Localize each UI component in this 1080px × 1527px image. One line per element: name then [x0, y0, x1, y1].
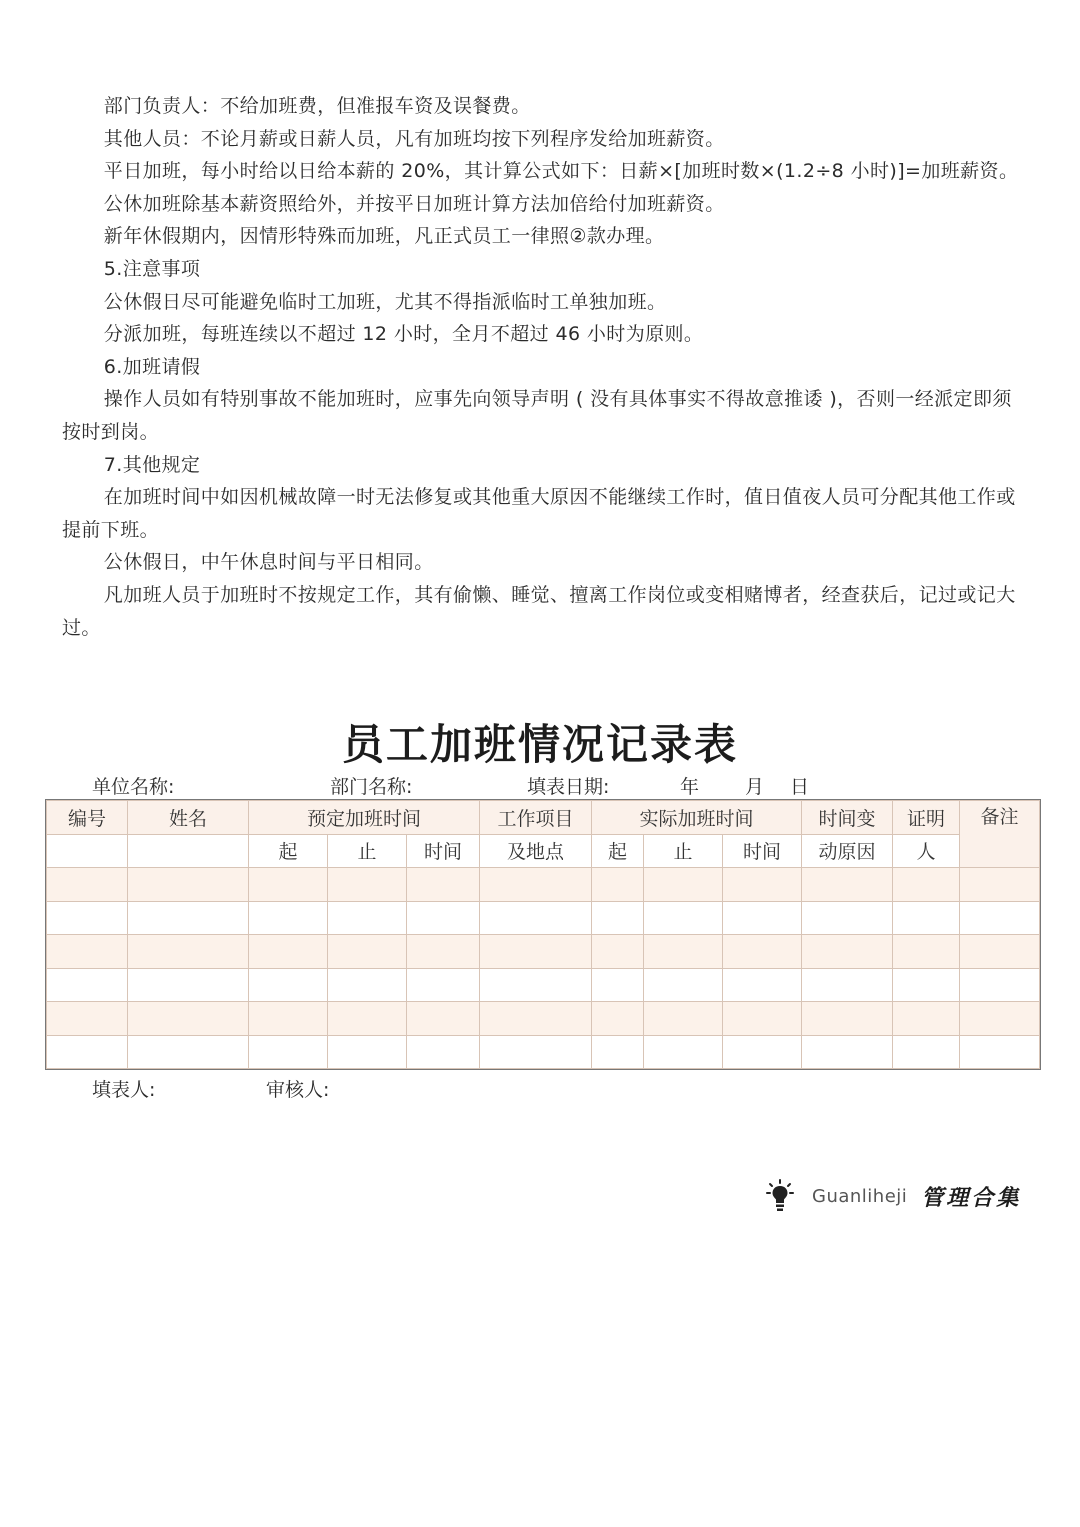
- paragraph: 公休假日，中午休息时间与平日相同。: [103, 551, 434, 574]
- date-label: 填表日期:: [527, 776, 610, 798]
- unit-label: 单位名称:: [92, 776, 175, 798]
- header-name-blank: [128, 834, 249, 868]
- table-row: [47, 901, 1040, 935]
- paragraph: 分派加班，每班连续以不超过 12 小时，全月不超过 46 小时为原则。: [103, 323, 704, 346]
- brand-cn: 管理合集: [921, 1184, 1022, 1211]
- form-title: 员工加班情况记录表: [341, 720, 738, 769]
- header-project-2: 及地点: [480, 834, 592, 868]
- header-actual-duration: 时间: [723, 834, 802, 868]
- table-row: [47, 1035, 1040, 1069]
- header-actual-start: 起: [592, 834, 644, 868]
- section-heading: 5.注意事项: [103, 257, 201, 280]
- paragraph: 在加班时间中如因机械故障一时无法修复或其他重大原因不能继续工作时，值日值夜人员可分配其他工作或提前下班。: [62, 486, 1016, 541]
- day-label: 日: [790, 776, 810, 798]
- header-witness: 证明: [893, 801, 960, 835]
- table-row: [47, 868, 1040, 902]
- filler-label: 填表人:: [92, 1079, 156, 1101]
- header-name: 姓名: [128, 801, 249, 835]
- section-heading: 7.其他规定: [103, 453, 201, 476]
- year-label: 年: [680, 776, 700, 798]
- table-row: [47, 968, 1040, 1002]
- dept-label: 部门名称:: [330, 776, 413, 798]
- header-planned-duration: 时间: [407, 834, 480, 868]
- header-remark: 备注: [960, 801, 1040, 868]
- header-actual-end: 止: [644, 834, 723, 868]
- paragraph: 部门负责人：不给加班费，但准报车资及误餐费。: [103, 95, 531, 117]
- brand-logo: [766, 1178, 1021, 1214]
- header-reason-2: 动原因: [802, 834, 893, 868]
- header-actual-time: 实际加班时间: [592, 801, 802, 835]
- header-planned-end: 止: [328, 834, 407, 868]
- reviewer-label: 审核人:: [266, 1079, 330, 1101]
- header-witness-2: 人: [893, 834, 960, 868]
- overtime-record-table: [46, 800, 1040, 1069]
- table-row: [47, 1002, 1040, 1036]
- header-no: 编号: [47, 801, 128, 835]
- month-label: 月: [745, 776, 765, 798]
- table-row: [47, 935, 1040, 969]
- paragraph: 公休假日尽可能避免临时工加班，尤其不得指派临时工单独加班。: [103, 290, 667, 313]
- brand-en: Guanliheji: [812, 1185, 908, 1207]
- paragraph: 其他人员：不论月薪或日薪人员，凡有加班均按下列程序发给加班薪资。: [103, 127, 725, 150]
- header-project: 工作项目: [480, 801, 592, 835]
- paragraph: 平日加班，每小时给以日给本薪的 20%，其计算公式如下：日薪×[加班时数×(1.2÷8 小时)]=加班薪资。: [103, 160, 1019, 183]
- paragraph: 新年休假期内，因情形特殊而加班，凡正式员工一律照②款办理。: [103, 225, 665, 248]
- section-heading: 6.加班请假: [103, 355, 201, 378]
- paragraph: 凡加班人员于加班时不按规定工作，其有偷懒、睡觉、擅离工作岗位或变相赌博者，经查获后，记过或记大过。: [62, 583, 1016, 639]
- paragraph: 操作人员如有特别事故不能加班时，应事先向领导声明 ( 没有具体事实不得故意推诿 )，否则一经派定即须按时到岗。: [62, 388, 1012, 443]
- paragraph: 公休加班除基本薪资照给外，并按平日加班计算方法加倍给付加班薪资。: [103, 192, 725, 215]
- header-no-blank: [47, 834, 128, 868]
- header-planned-time: 预定加班时间: [249, 801, 480, 835]
- regulation-text: [62, 90, 1024, 644]
- header-reason: 时间变: [802, 801, 893, 835]
- header-planned-start: 起: [249, 834, 328, 868]
- lightbulb-icon: [766, 1179, 794, 1213]
